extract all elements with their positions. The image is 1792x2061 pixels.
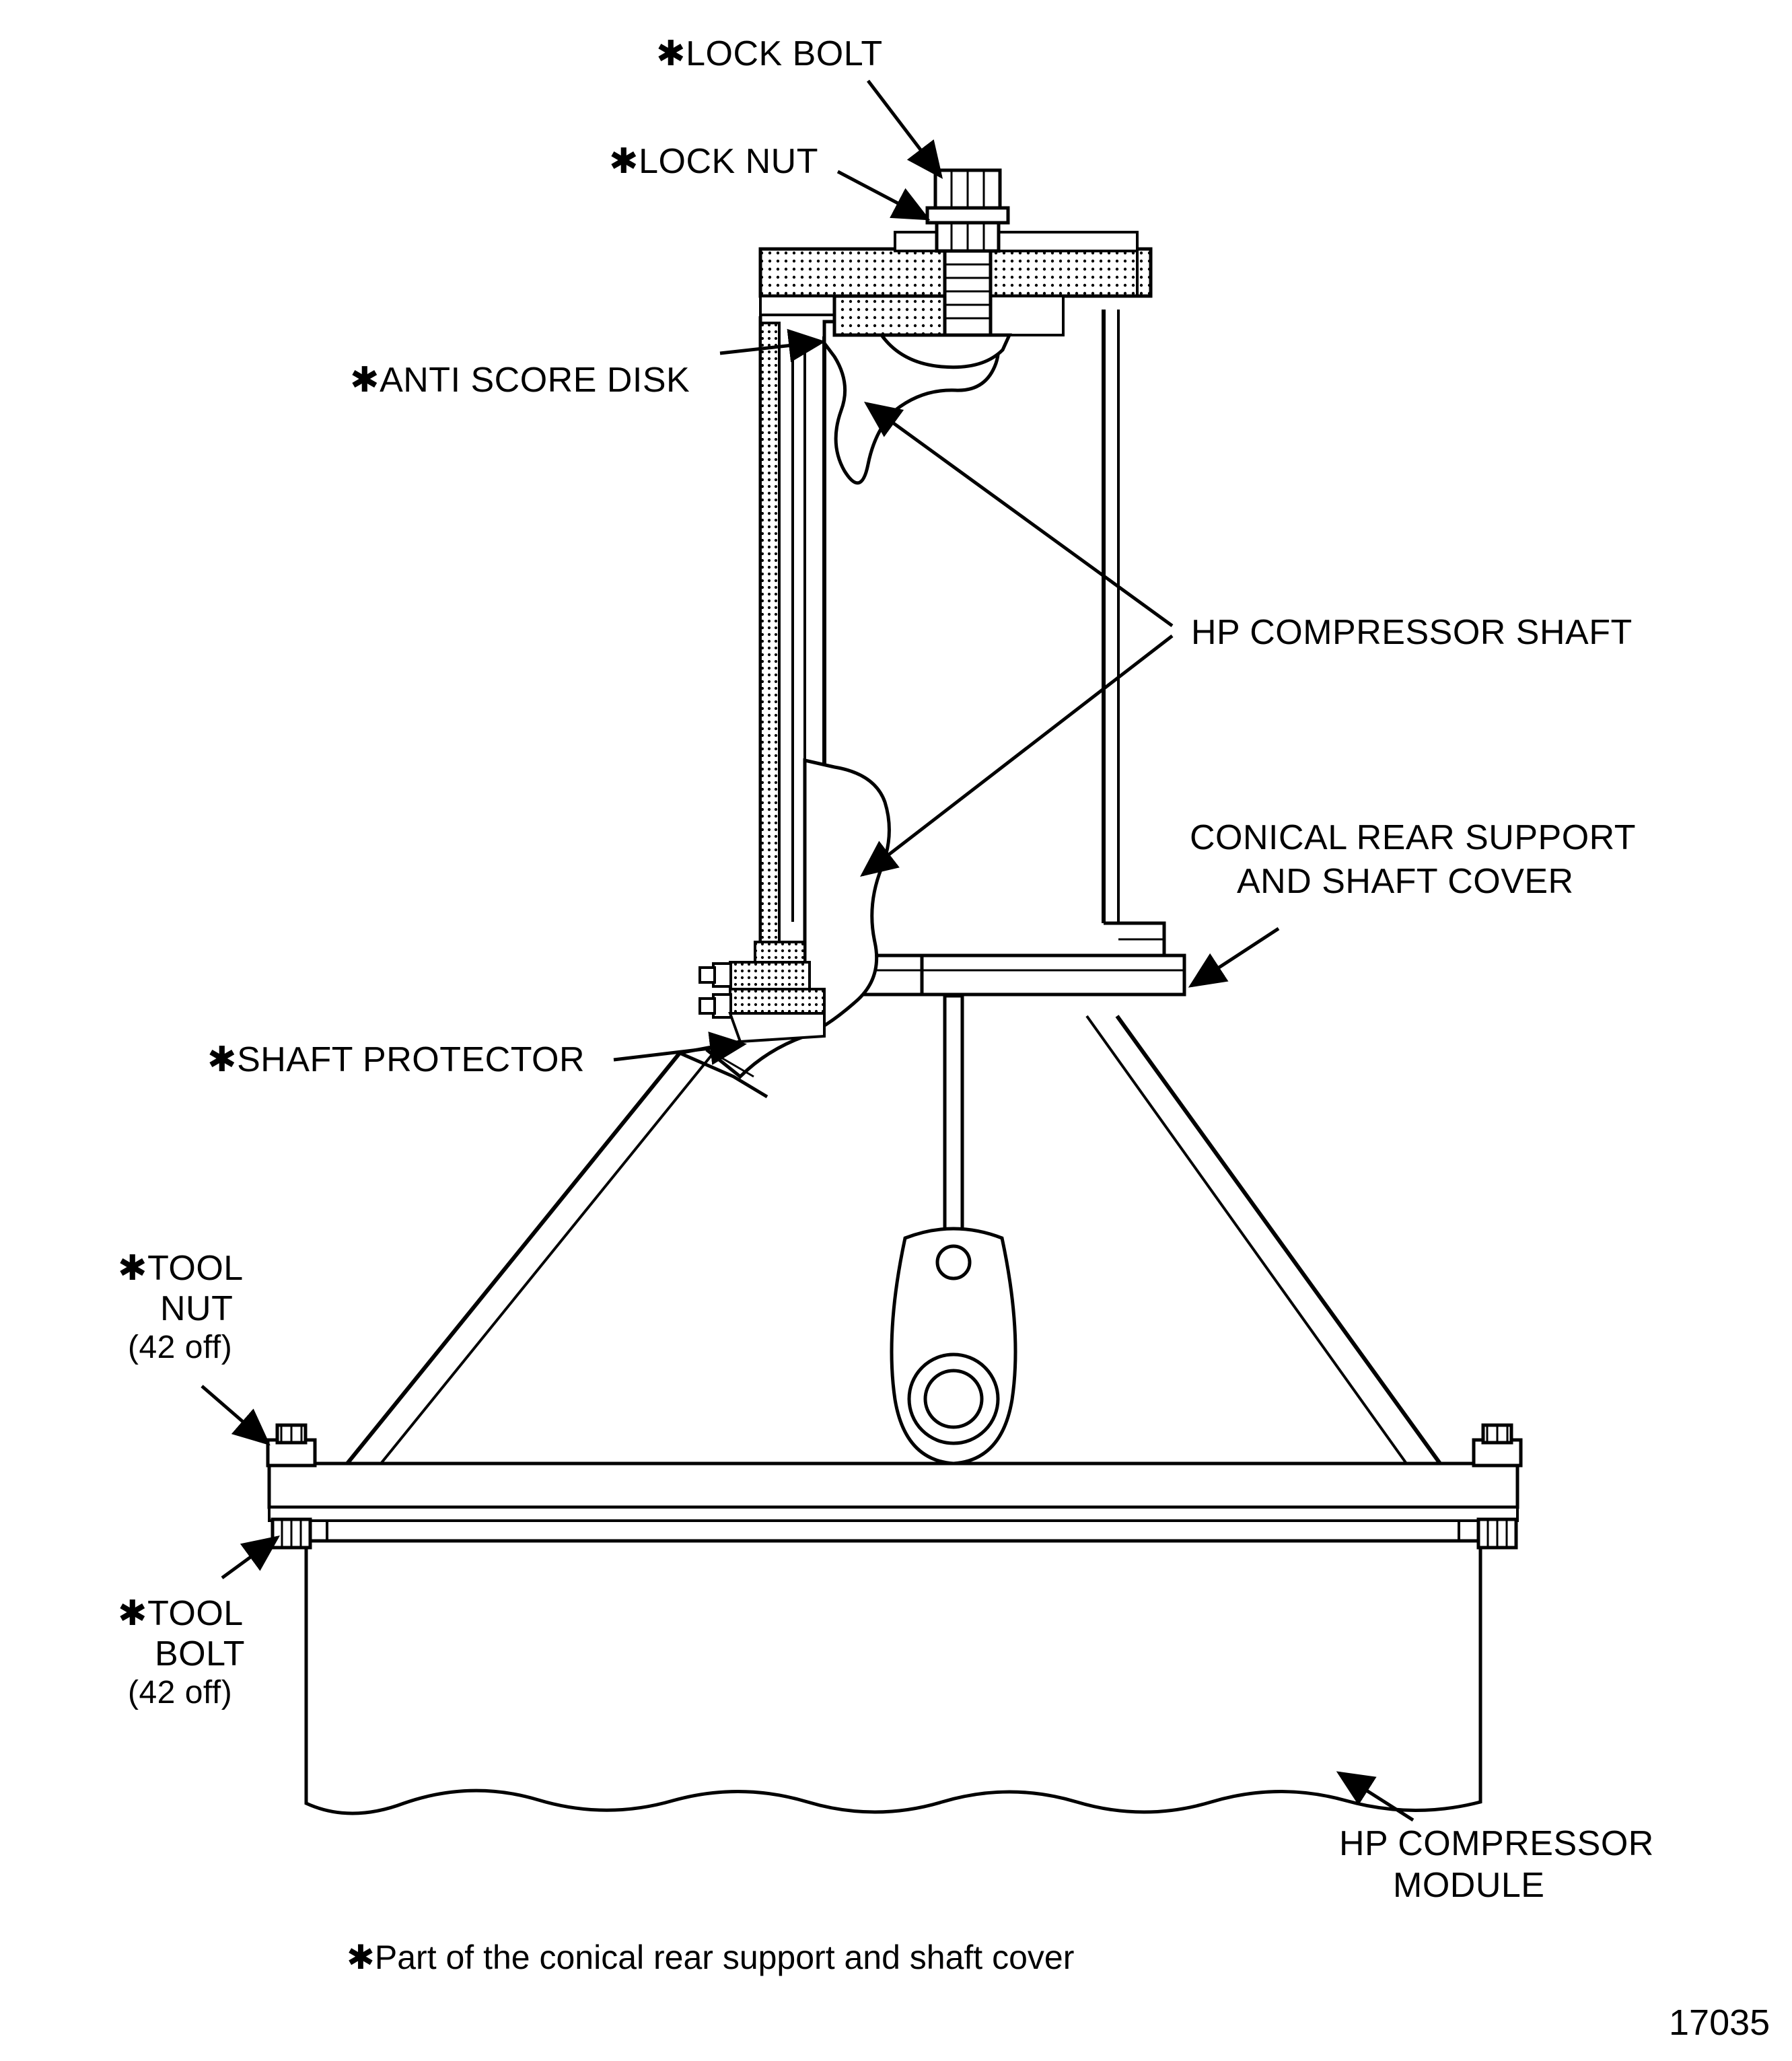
label-tool-bolt-line2: BOLT	[155, 1634, 245, 1673]
diagram-geometry	[202, 81, 1521, 1820]
label-conical-rear-support-line1: CONICAL REAR SUPPORT	[1190, 818, 1637, 857]
label-conical-rear-support-line2: AND SHAFT COVER	[1237, 862, 1574, 901]
label-lock-bolt: ✱LOCK BOLT	[656, 34, 883, 73]
label-tool-nut-line2: NUT	[160, 1289, 234, 1328]
label-tool-nut-line3: (42 off)	[128, 1330, 233, 1365]
label-hp-compressor-module-line1: HP COMPRESSOR	[1339, 1824, 1654, 1863]
figure-number: 17035	[1669, 2002, 1770, 2043]
center-tool-handle	[892, 996, 1015, 1463]
label-anti-score-disk: ✱ANTI SCORE DISK	[350, 361, 690, 400]
label-tool-bolt-line3: (42 off)	[128, 1675, 233, 1710]
label-hp-compressor-shaft: HP COMPRESSOR SHAFT	[1191, 613, 1633, 652]
label-tool-bolt-line1: ✱TOOL	[118, 1594, 244, 1633]
label-hp-compressor-module-line2: MODULE	[1393, 1866, 1545, 1905]
shaft-protector-assembly	[680, 942, 824, 1053]
base-flange	[268, 1425, 1521, 1548]
label-lock-nut: ✱LOCK NUT	[609, 142, 818, 181]
hp-compressor-module-body	[306, 1507, 1480, 1813]
label-tool-nut-line1: ✱TOOL	[118, 1249, 244, 1288]
figure-footnote: ✱Part of the conical rear support and shaft cover	[347, 1939, 1075, 1976]
label-shaft-protector: ✱SHAFT PROTECTOR	[207, 1040, 585, 1079]
